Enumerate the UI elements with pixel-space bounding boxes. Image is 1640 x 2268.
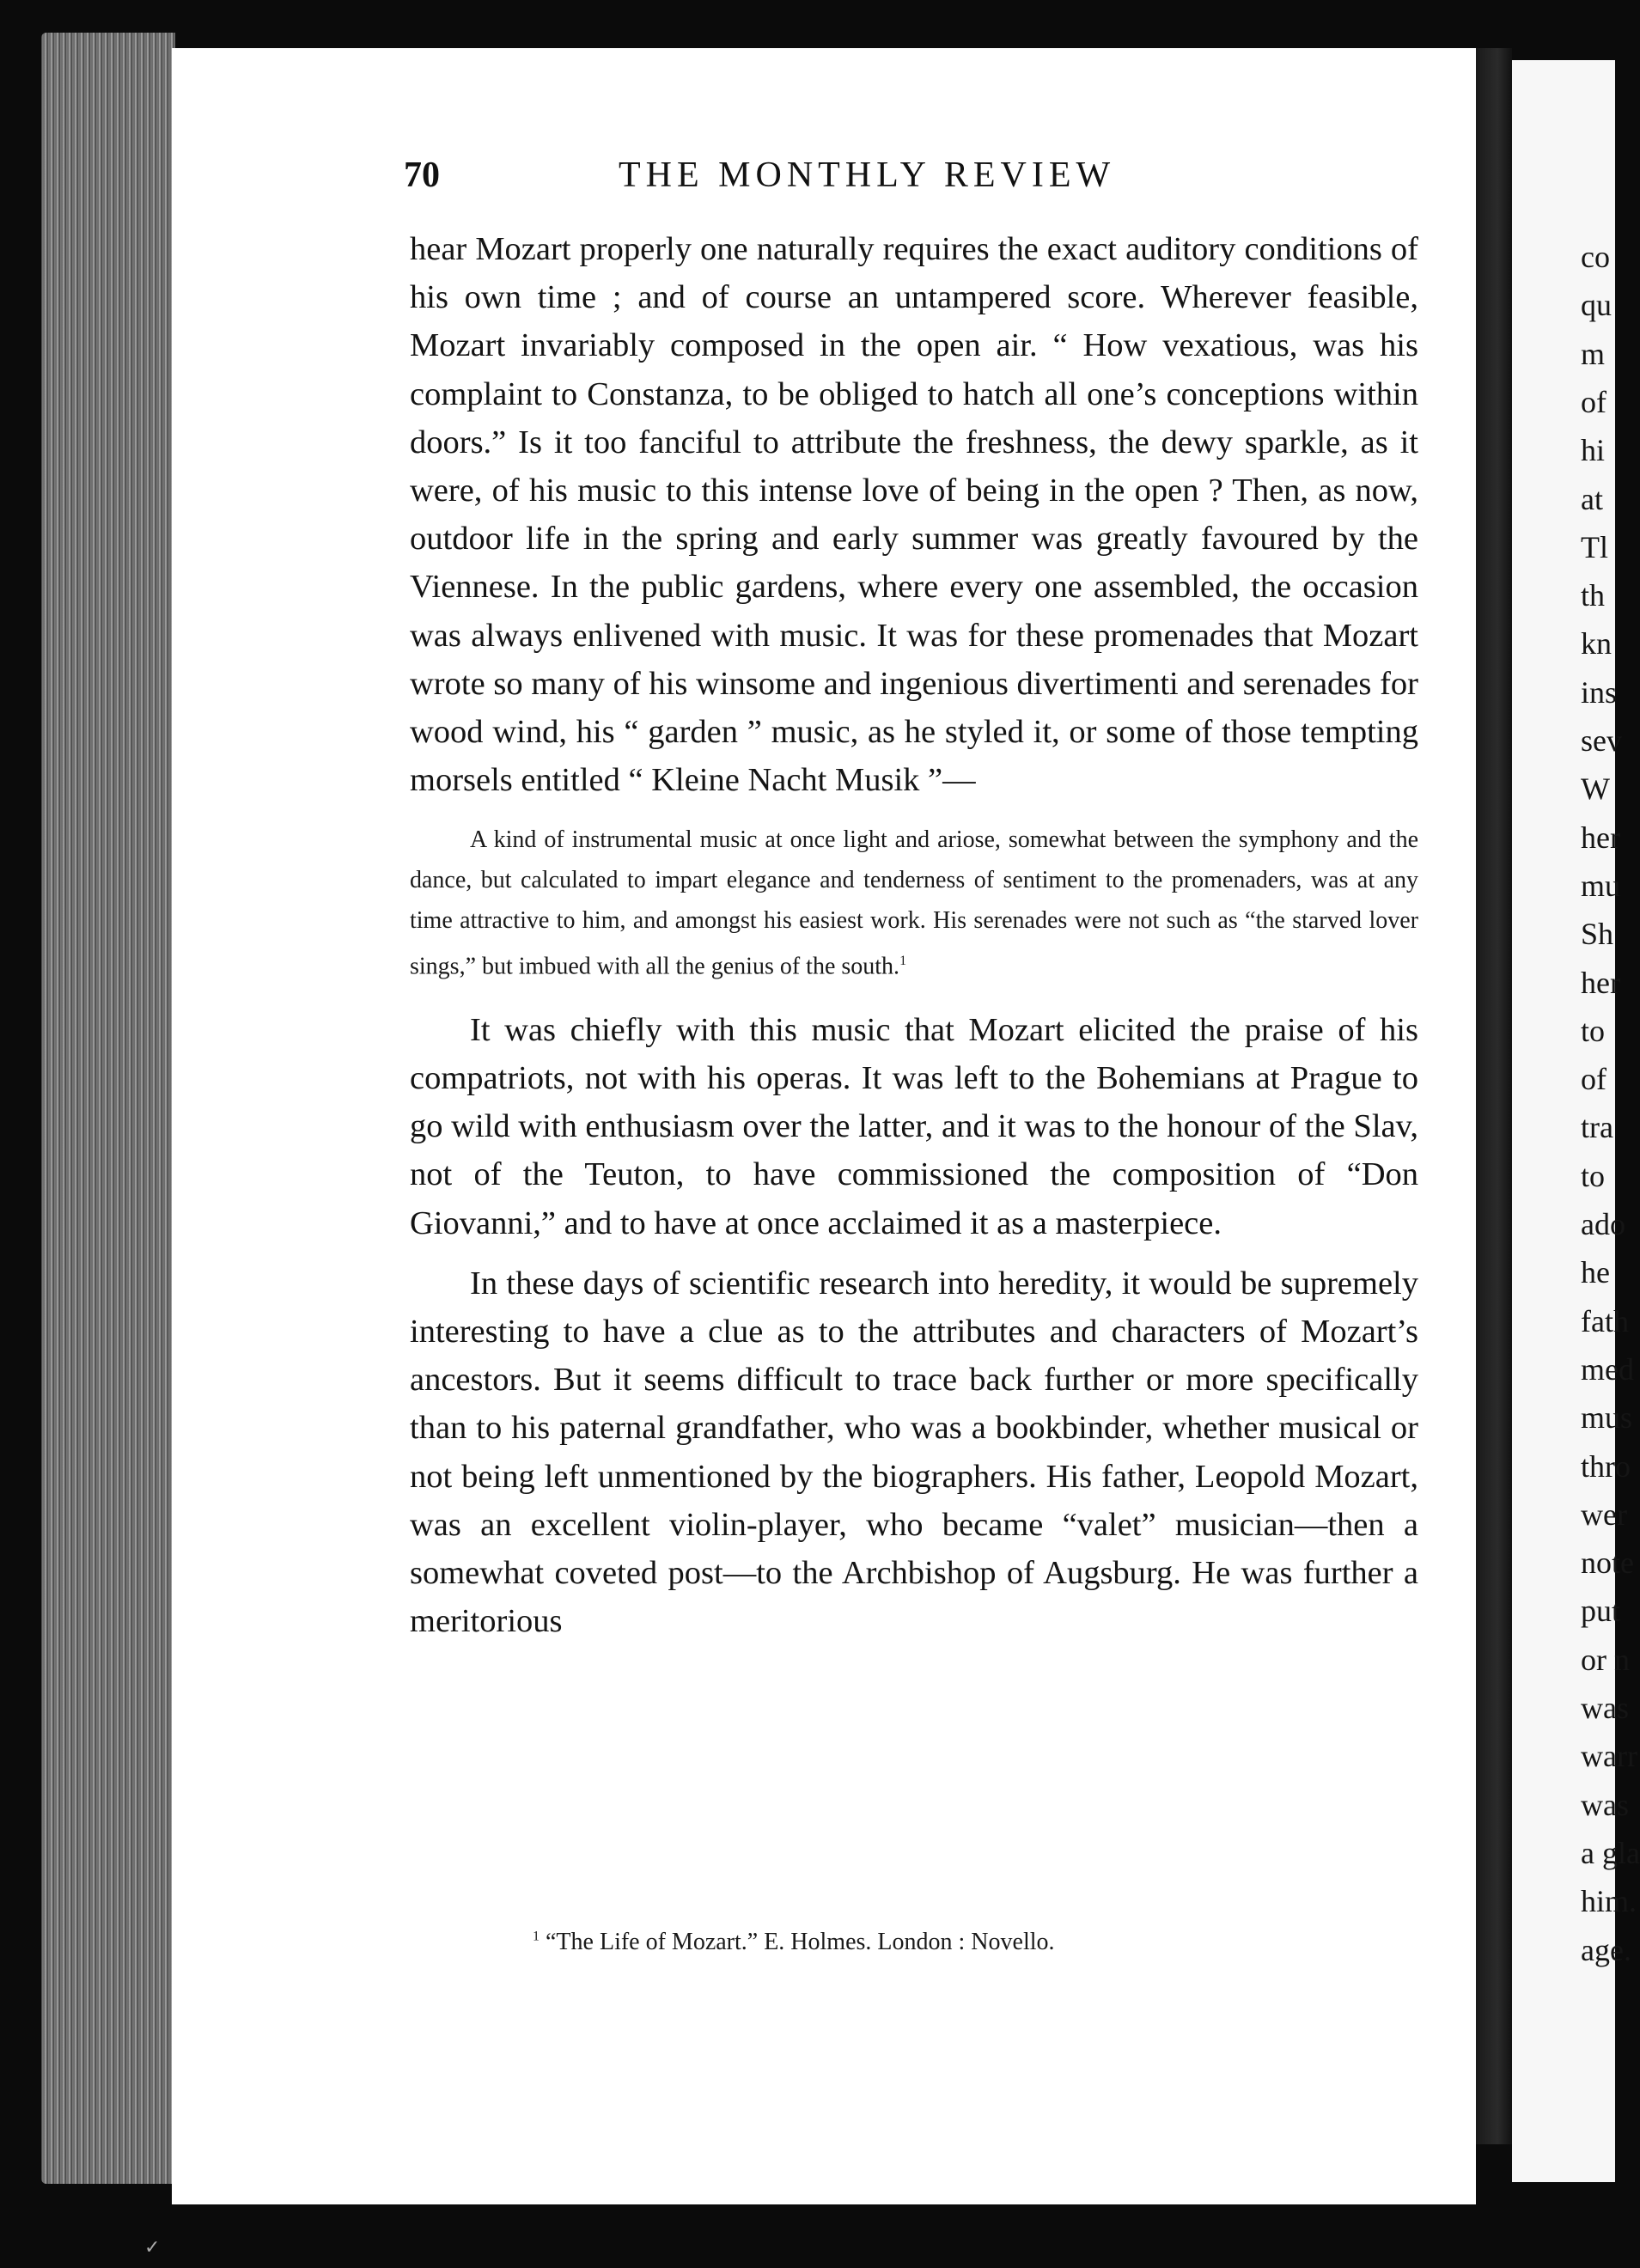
- right-page-line-fragment: med: [1581, 1351, 1634, 1387]
- right-page-line-fragment: a gla: [1581, 1835, 1640, 1870]
- right-page-line-fragment: of: [1581, 384, 1606, 419]
- right-page-line-fragment: was: [1581, 1787, 1629, 1822]
- right-page-line-fragment: ado: [1581, 1207, 1625, 1241]
- right-page-line-fragment: tra: [1581, 1110, 1613, 1145]
- right-page-line-fragment: her: [1581, 965, 1620, 1000]
- running-head: THE MONTHLY REVIEW: [619, 155, 1116, 195]
- book-page-edge: [41, 33, 175, 2184]
- right-page-line-fragment: was: [1581, 1691, 1629, 1725]
- right-page-line-fragment: or n: [1581, 1642, 1630, 1677]
- right-page-line-fragment: kn: [1581, 626, 1612, 662]
- paragraph-continued: hear Mozart properly one naturally requires the exact auditory conditions of his own time ; and of course an untampered score. Wherever feasible, Mozart invariably composed in the open air. “ How vexatious, was his complaint to Constanza, to be obliged to hatch all one’s conceptions within doors.” Is it too fanciful to attribute the freshness, the dewy sparkle, as it were, of his music to this intense love of being in the open ? Then, as now, outdoor life in the spring and early summer was greatly favoured by the Viennese. In the public gardens, where every one assembled, the occasion was always enlivened with music. It was for these promenades that Mozart wrote so many of his winsome and ingenious divertimenti and serenades for wood wind, his “ garden ” music, as he styled it, or some of those tempting morsels entitled “ Kleine Nacht Musik ”—: [410, 231, 1418, 799]
- right-page-line-fragment: W: [1581, 771, 1610, 807]
- right-page-line-fragment: mu: [1581, 868, 1621, 903]
- page-number: 70: [404, 155, 440, 195]
- right-page-line-fragment: her: [1581, 820, 1620, 855]
- right-page-line-fragment: put: [1581, 1594, 1621, 1629]
- block-quote-text: A kind of instrumental music at once light and ariose, somewhat between the symphony and the dance, but calculated to impart elegance and tenderness of sentiment to the promenaders, was at any time attractive to him, and amongst his easiest work. His serenades were not such as “the starved lover sings,” but imbued with all the genius of the south.: [410, 826, 1418, 980]
- footnote: [533, 1929, 1478, 1956]
- right-page-line-fragment: of: [1581, 1062, 1606, 1097]
- right-page-line-fragment: mus: [1581, 1400, 1633, 1436]
- right-page-line-fragment: to: [1581, 1158, 1606, 1193]
- right-page-line-fragment: fath: [1581, 1303, 1629, 1338]
- right-page-line-fragment: hi: [1581, 433, 1606, 468]
- right-page-line-fragment: ins: [1581, 674, 1618, 710]
- page-header: [232, 155, 1435, 215]
- paragraph-heredity: In these days of scientific research into heredity, it would be supremely interesting to have a clue as to the attributes and characters of Mozart’s ancestors. But it seems difficult to trace back further or more specifically than to his paternal grandfather, who was a bookbinder, whether musical or not being left unmentioned by the biographers. His father, Leopold Mozart, was an excellent violin-player, who became “valet” musician—then a somewhat coveted post—to the Archbishop of Augsburg. He was further a meritorious: [410, 1265, 1418, 1640]
- right-page-line-fragment: warr: [1581, 1739, 1637, 1774]
- right-page-line-fragment: him.: [1581, 1884, 1637, 1919]
- right-page-line-fragment: Sh: [1581, 917, 1614, 952]
- block-quote: [410, 820, 1418, 986]
- footnote-text: “The Life of Mozart.” E. Holmes. London : Novello.: [546, 1929, 1055, 1955]
- scan-mark: ✓: [144, 2237, 161, 2259]
- right-page-line-fragment: wer: [1581, 1497, 1627, 1532]
- right-page-line-fragment: qu: [1581, 288, 1612, 323]
- right-page-line-fragment: to: [1581, 1013, 1606, 1048]
- right-page-line-fragment: note: [1581, 1546, 1634, 1581]
- paragraph-compatriots: It was chiefly with this music that Mozart elicited the praise of his compatriots, not with his operas. It was left to the Bohemians at Prague to go wild with enthusiasm over the latter, and it was to the honour of the Slav, not of the Teuton, to have commissioned the composition of “Don Giovanni,” and to have at once acclaimed it as a masterpiece.: [410, 1011, 1418, 1241]
- right-page-line-fragment: age.: [1581, 1932, 1631, 1967]
- right-page-line-fragment: th: [1581, 578, 1606, 613]
- right-page-line-fragment: sev: [1581, 723, 1622, 758]
- footnote-reference: 1: [899, 954, 907, 969]
- right-page-line-fragment: Tl: [1581, 529, 1608, 564]
- right-page-line-fragment: thro: [1581, 1448, 1631, 1484]
- body-text: [410, 225, 1418, 1645]
- right-page-line-fragment: he: [1581, 1255, 1610, 1290]
- book-gutter: [1476, 48, 1512, 2144]
- right-page-line-fragment: at: [1581, 481, 1603, 516]
- right-page-line-fragment: m: [1581, 336, 1606, 371]
- right-page-line-fragment: co: [1581, 240, 1610, 274]
- footnote-marker: 1: [533, 1929, 540, 1944]
